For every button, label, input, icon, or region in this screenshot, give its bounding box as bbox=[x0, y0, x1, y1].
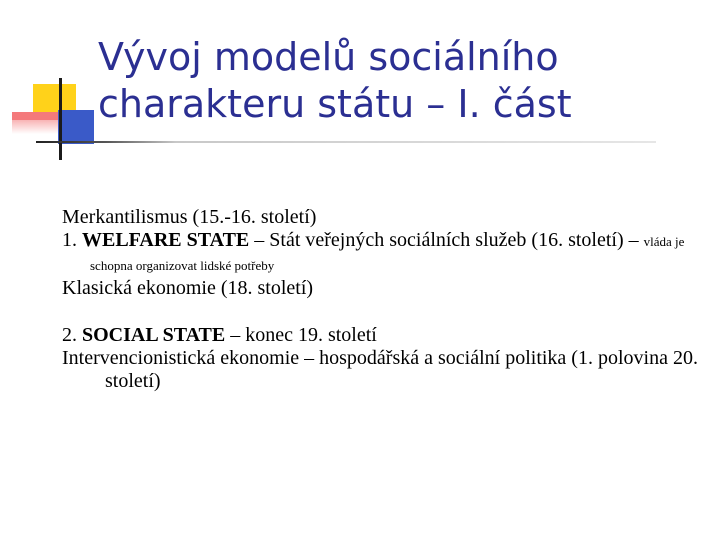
social-number: 2. bbox=[62, 324, 82, 346]
social-text: – konec 19. století bbox=[225, 324, 377, 346]
item-social-state bbox=[62, 324, 702, 347]
slide-title-line-2: charakteru státu – I. část bbox=[98, 82, 572, 126]
decorative-red-bar bbox=[12, 112, 58, 120]
decorative-blue-square bbox=[58, 110, 94, 144]
welfare-term: WELFARE STATE bbox=[82, 229, 250, 251]
welfare-number: 1. bbox=[62, 229, 82, 251]
slide-body bbox=[62, 206, 702, 393]
social-term: SOCIAL STATE bbox=[82, 324, 226, 346]
welfare-note: vláda je schopna organizovat lidské potřeby bbox=[90, 234, 685, 273]
item-merkantilismus: Merkantilismus (15.-16. století) bbox=[62, 206, 317, 228]
slide-title bbox=[98, 34, 698, 128]
item-klasicka-ekonomie: Klasická ekonomie (18. století) bbox=[62, 277, 314, 299]
item-intervencionisticka-ekonomie: Intervencionistická ekonomie – hospodářská a sociální politika (1. polovina 20. století) bbox=[62, 347, 698, 392]
title-underline bbox=[36, 141, 656, 143]
welfare-text: – Stát veřejných sociálních služeb (16. století) – bbox=[249, 229, 644, 251]
item-welfare-state bbox=[62, 229, 702, 277]
slide-title-line-1: Vývoj modelů sociálního bbox=[98, 35, 559, 79]
spacer bbox=[62, 300, 702, 324]
decorative-vertical-line bbox=[59, 78, 62, 160]
decorative-red-fade bbox=[12, 120, 58, 134]
